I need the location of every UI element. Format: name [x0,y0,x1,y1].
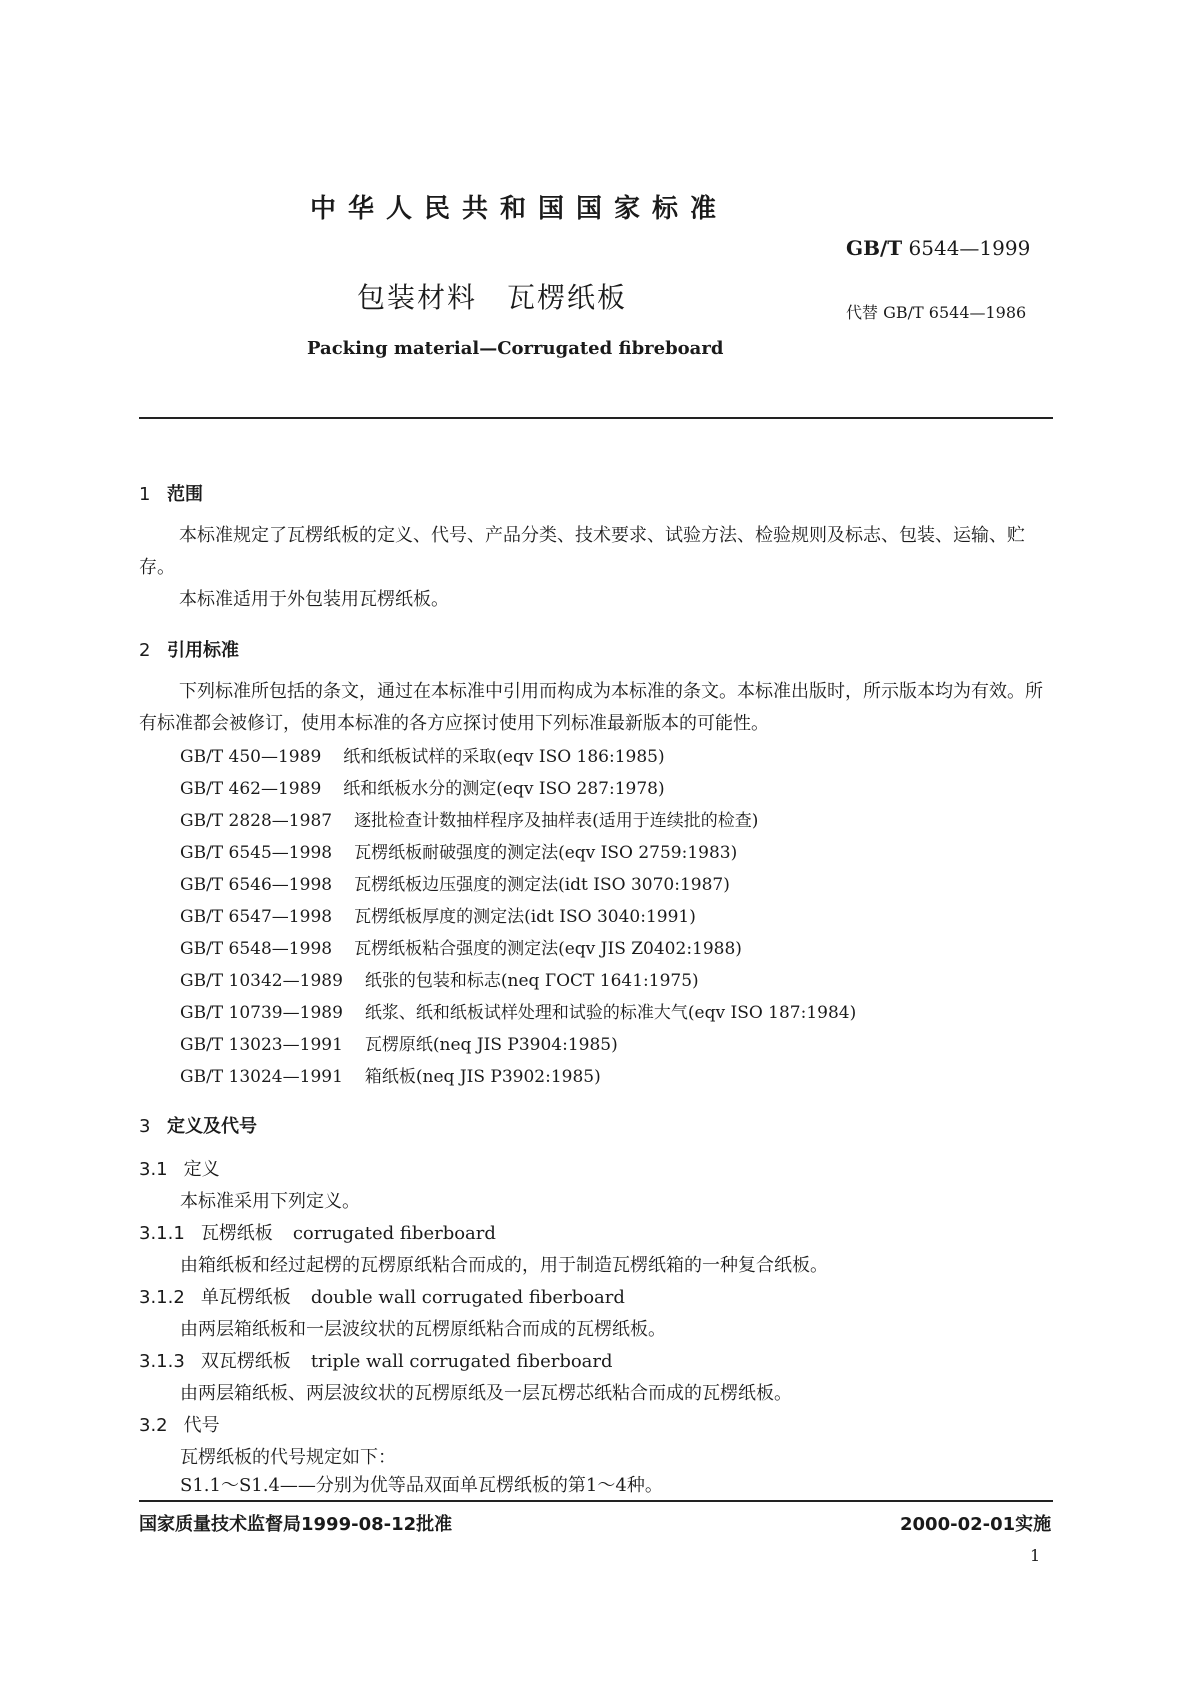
reference-code: GB/T 13023—1991 [180,1035,343,1055]
standard-number [846,236,1030,260]
reference-title: 瓦楞纸板厚度的测定法(idt ISO 3040:1991) [354,907,696,927]
reference-code: GB/T 6547—1998 [180,907,333,927]
reference-item [180,902,696,927]
header-divider [139,417,1053,419]
reference-item [180,774,665,799]
reference-item [180,966,699,991]
reference-title: 纸和纸板水分的测定(eqv ISO 287:1978) [343,779,665,799]
reference-item [180,998,856,1023]
subsection-3-1-2-text: 由两层箱纸板和一层波纹状的瓦楞原纸粘合而成的瓦楞纸板。 [180,1319,666,1340]
reference-title: 纸和纸板试样的采取(eqv ISO 186:1985) [343,747,665,767]
reference-item [180,934,742,959]
reference-item [180,838,737,863]
footer-divider [139,1500,1053,1502]
reference-code: GB/T 10739—1989 [180,1003,343,1023]
subsection-title: 代号 [183,1415,220,1436]
subsection-3-2-heading [139,1410,220,1442]
subsection-title: 定义 [183,1159,220,1180]
reference-item [180,742,665,767]
subsection-number: 3.1.2 [139,1287,185,1308]
term: 单瓦楞纸板 [200,1287,291,1308]
term-english: double wall corrugated fiberboard [310,1287,625,1308]
reference-title: 瓦楞纸板耐破强度的测定法(eqv ISO 2759:1983) [354,843,738,863]
standard-number-value: 6544—1999 [902,236,1031,260]
reference-title: 逐批检查计数抽样程序及抽样表(适用于连续批的检查) [354,811,759,831]
reference-item [180,1062,601,1087]
reference-title: 纸浆、纸和纸板试样处理和试验的标准大气(eqv ISO 187:1984) [364,1003,857,1023]
section-number: 3 [139,1116,151,1137]
subsection-number: 3.1.3 [139,1351,185,1372]
section-1-heading [139,480,203,506]
page-number: 1 [1030,1546,1041,1565]
subsection-3-2-text-1: 瓦楞纸板的代号规定如下： [180,1447,396,1468]
reference-title: 瓦楞纸板边压强度的测定法(idt ISO 3070:1987) [354,875,730,895]
reference-code: GB/T 462—1989 [180,779,322,799]
section-1-paragraph-2: 本标准适用于外包装用瓦楞纸板。 [179,589,449,610]
section-title: 引用标准 [167,640,239,661]
reference-title: 瓦楞纸板粘合强度的测定法(eqv JIS Z0402:1988) [354,939,742,959]
reference-code: GB/T 2828—1987 [180,811,333,831]
reference-code: GB/T 6546—1998 [180,875,333,895]
term-english: corrugated fiberboard [292,1223,496,1244]
subsection-3-1-3-text: 由两层箱纸板、两层波纹状的瓦楞原纸及一层瓦楞芯纸粘合而成的瓦楞纸板。 [180,1383,792,1404]
subsection-number: 3.1 [139,1159,168,1180]
section-title: 范围 [167,484,203,505]
term: 瓦楞纸板 [200,1223,273,1244]
reference-title: 箱纸板(neq JIS P3902:1985) [364,1067,601,1087]
term-english: triple wall corrugated fiberboard [310,1351,613,1372]
section-3-heading [139,1112,257,1138]
reference-item [180,806,758,831]
subsection-3-1-1-text: 由箱纸板和经过起楞的瓦楞原纸粘合而成的，用于制造瓦楞纸箱的一种复合纸板。 [180,1255,828,1276]
replaces-note: 代替 GB/T 6544—1986 [846,303,1027,322]
term: 双瓦楞纸板 [200,1351,291,1372]
reference-code: GB/T 6548—1998 [180,939,333,959]
national-standard-heading: 中华人民共和国国家标准 [310,194,729,224]
section-number: 2 [139,640,151,661]
title-english: Packing material—Corrugated fibreboard [307,338,724,359]
reference-title: 瓦楞原纸(neq JIS P3904:1985) [364,1035,618,1055]
section-1-paragraph-1: 本标准规定了瓦楞纸板的定义、代号、产品分类、技术要求、试验方法、检验规则及标志、包装、运输、贮存。 [139,525,1025,578]
subsection-3-1-heading [139,1154,220,1186]
section-number: 1 [139,484,151,505]
subsection-number: 3.2 [139,1415,168,1436]
section-2-heading [139,636,239,662]
standard-prefix: GB/T [846,236,903,260]
subsection-number: 3.1.1 [139,1223,185,1244]
section-title: 定义及代号 [167,1116,257,1137]
subsection-3-1-text: 本标准采用下列定义。 [180,1191,360,1212]
section-2-paragraph-1: 下列标准所包括的条文，通过在本标准中引用而构成为本标准的条文。本标准出版时，所示版本均为有效。所有标准都会被修订，使用本标准的各方应探讨使用下列标准最新版本的可能性。 [139,681,1043,734]
reference-title: 纸张的包装和标志(neq ГОСТ 1641:1975) [364,971,699,991]
reference-code: GB/T 13024—1991 [180,1067,343,1087]
effective-date: 2000-02-01实施 [900,1514,1052,1535]
reference-item [180,870,730,895]
reference-code: GB/T 450—1989 [180,747,322,767]
approval-date: 国家质量技术监督局1999-08-12批准 [139,1514,453,1535]
reference-code: GB/T 10342—1989 [180,971,343,991]
subsection-3-1-3-heading [139,1346,613,1378]
reference-code: GB/T 6545—1998 [180,843,333,863]
subsection-3-1-2-heading [139,1282,625,1314]
reference-item [180,1030,618,1055]
title-chinese: 包装材料 瓦楞纸板 [357,281,628,314]
subsection-3-1-1-heading [139,1218,496,1250]
subsection-3-2-text-2: S1.1～S1.4——分别为优等品双面单瓦楞纸板的第1～4种。 [180,1475,663,1496]
